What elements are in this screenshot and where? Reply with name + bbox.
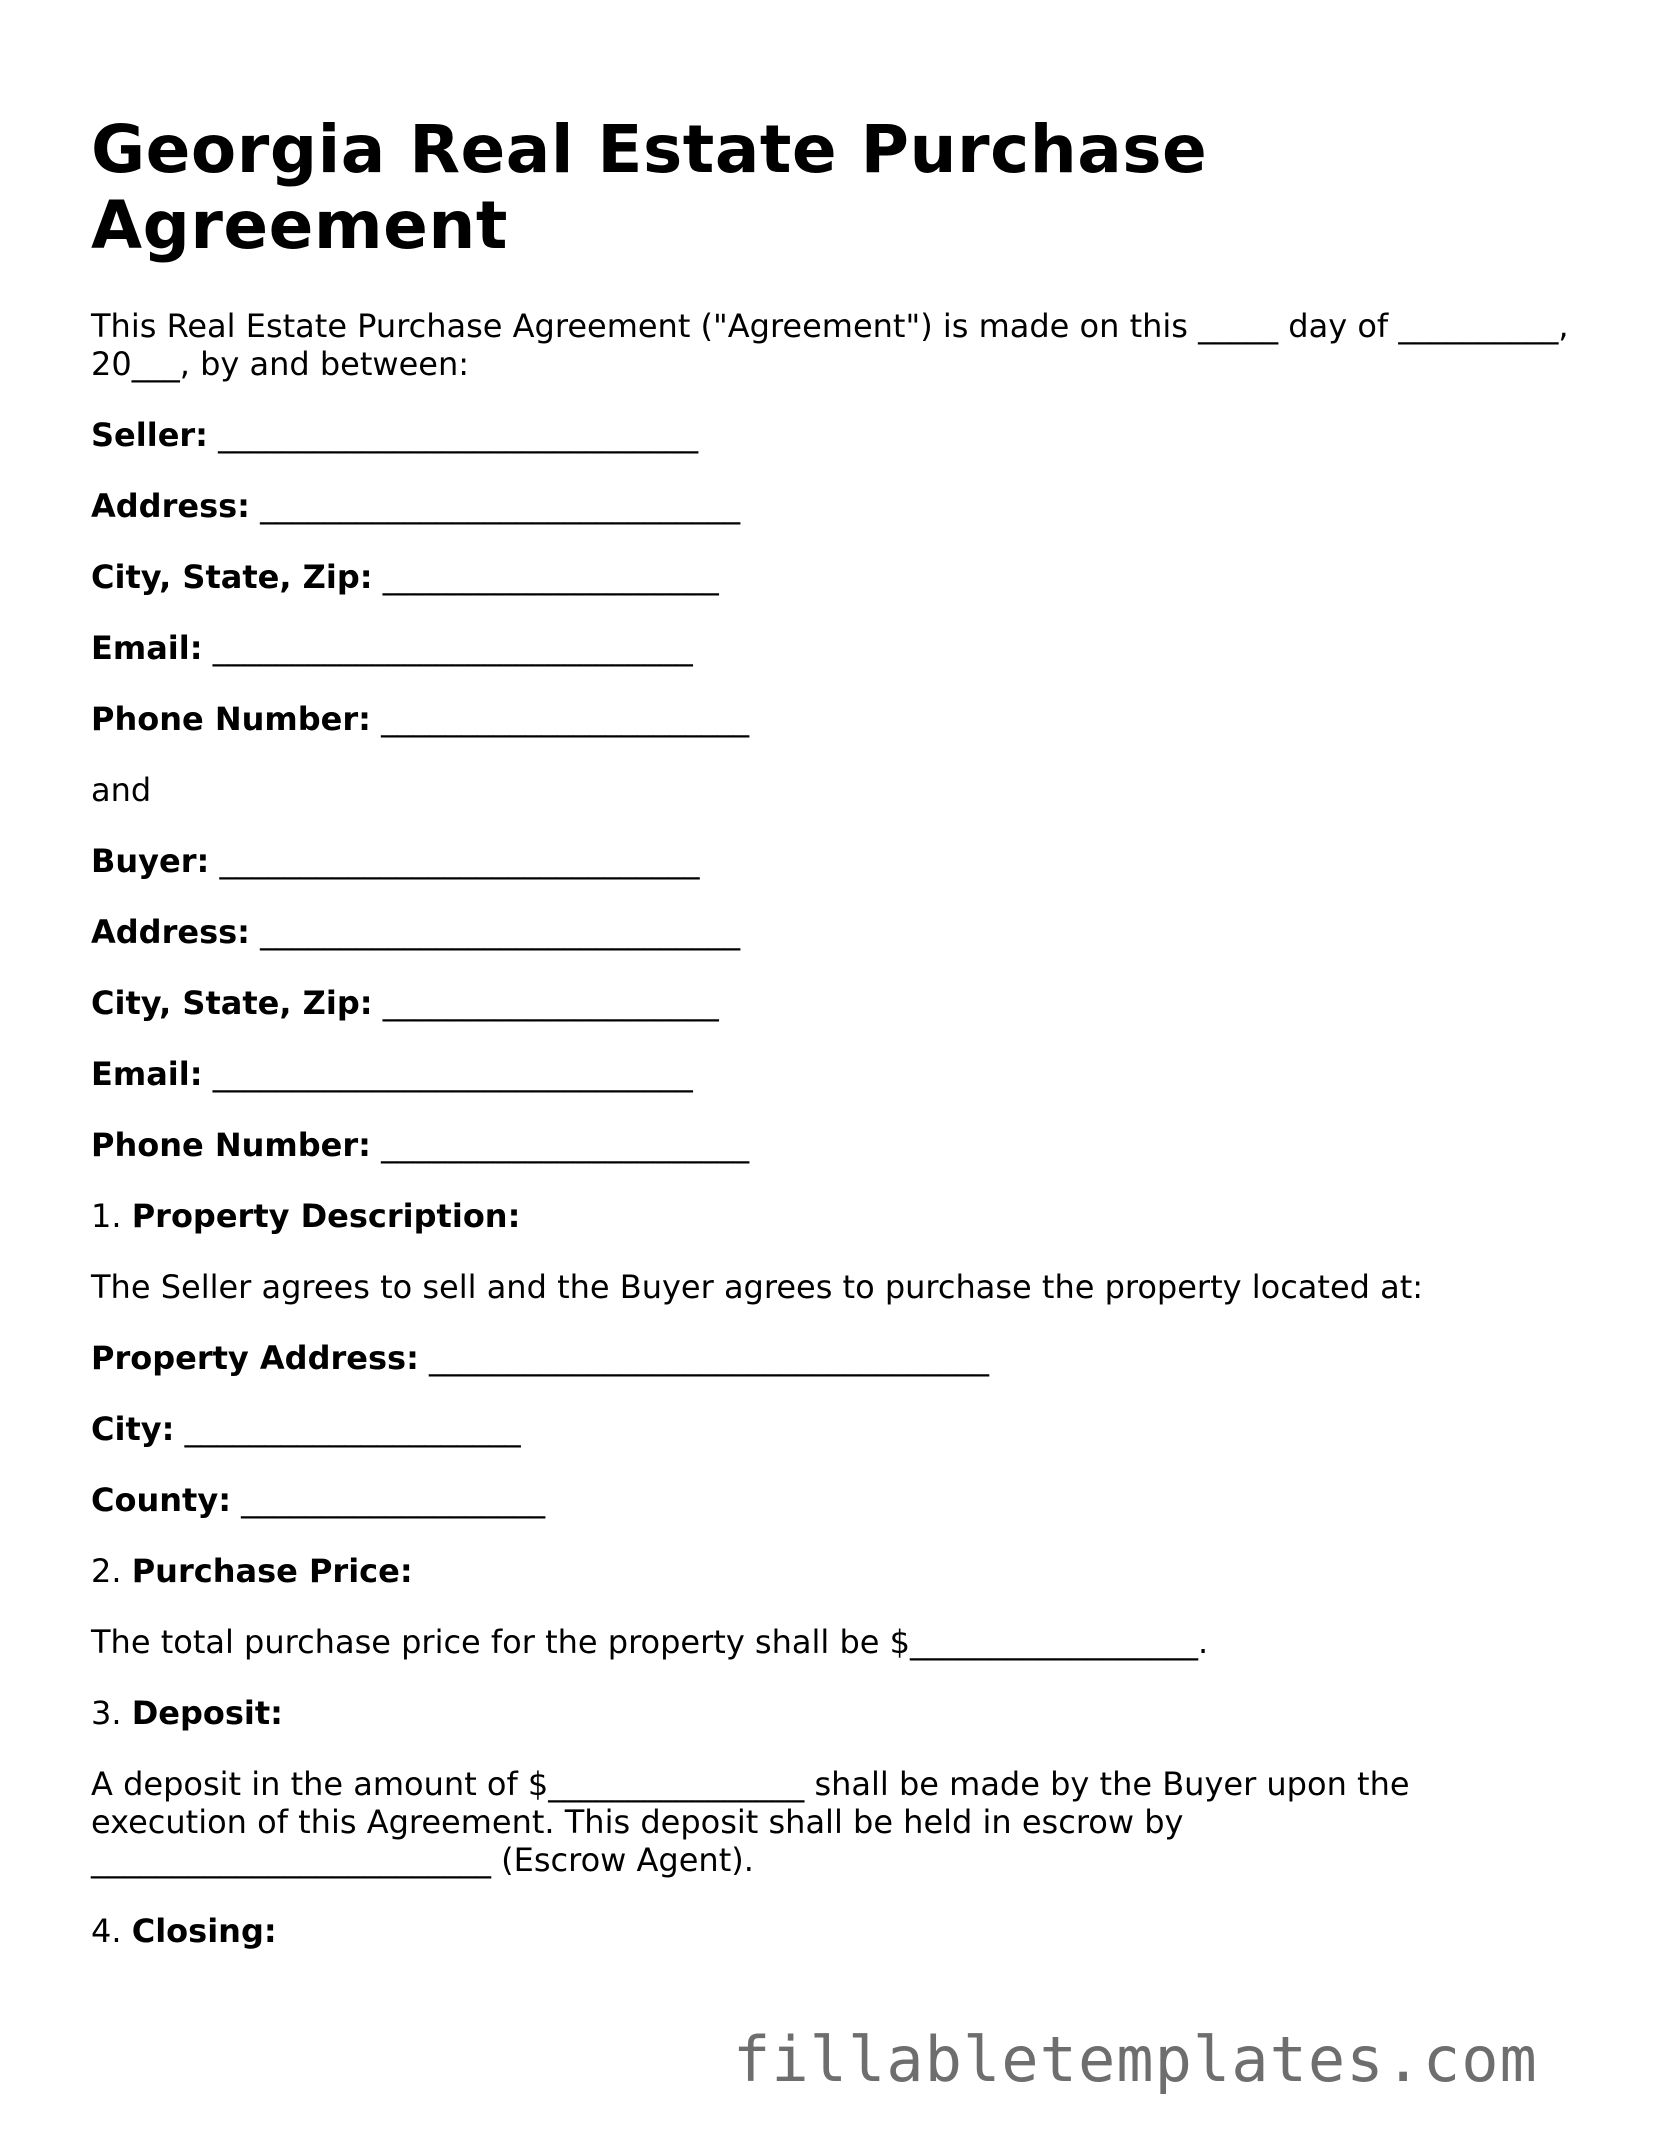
section-2-text: The total purchase price for the property shall be $__________________.: [91, 1623, 1209, 1661]
section-1-heading: [91, 1197, 1571, 1235]
buyer-name-label: Buyer:: [91, 842, 210, 880]
seller-csz-field: [91, 558, 1571, 596]
section-3-heading: [91, 1694, 1571, 1732]
watermark: fillabletemplates.com: [733, 2023, 1538, 2096]
section-3-text: A deposit in the amount of $________________ shall be made by the Buyer upon the execution of this Agreement. This deposit shall be held in escrow by _________________________ (Escrow Agent).: [91, 1765, 1420, 1879]
seller-phone-blank[interactable]: _______________________: [370, 700, 750, 738]
property-city-field: [91, 1410, 1571, 1448]
seller-phone-field: [91, 700, 1571, 738]
property-county-field: [91, 1481, 1571, 1519]
section-1-number: 1.: [91, 1197, 132, 1235]
section-2-title: Purchase Price:: [131, 1552, 413, 1590]
buyer-address-label: Address:: [91, 913, 250, 951]
section-2-number: 2.: [91, 1552, 132, 1590]
and-text: and: [91, 771, 152, 809]
section-3-number: 3.: [91, 1694, 132, 1732]
section-4-title: Closing:: [131, 1912, 277, 1950]
section-4-number: 4.: [91, 1912, 132, 1950]
seller-csz-label: City, State, Zip:: [91, 558, 373, 596]
buyer-email-blank[interactable]: ______________________________: [202, 1055, 693, 1093]
seller-email-field: [91, 629, 1571, 667]
buyer-phone-label: Phone Number:: [91, 1126, 371, 1164]
property-address-field: [91, 1339, 1571, 1377]
section-2-heading: [91, 1552, 1571, 1590]
seller-email-label: Email:: [91, 629, 203, 667]
intro-paragraph: This Real Estate Purchase Agreement ("Agreement") is made on this _____ day of __________, 20___, by and between:: [91, 307, 1579, 383]
section-4-heading: [91, 1912, 1571, 1950]
seller-email-blank[interactable]: ______________________________: [202, 629, 693, 667]
buyer-csz-blank[interactable]: _____________________: [372, 984, 719, 1022]
buyer-email-field: [91, 1055, 1571, 1093]
document-page: [91, 111, 1579, 1950]
property-address-label: Property Address:: [91, 1339, 419, 1377]
seller-csz-blank[interactable]: _____________________: [372, 558, 719, 596]
seller-address-label: Address:: [91, 487, 250, 525]
seller-name-field: [91, 416, 1571, 454]
seller-address-blank[interactable]: ______________________________: [249, 487, 741, 525]
property-city-blank[interactable]: _____________________: [174, 1410, 521, 1448]
section-3-title: Deposit:: [131, 1694, 283, 1732]
buyer-name-blank[interactable]: ______________________________: [209, 842, 700, 880]
buyer-csz-label: City, State, Zip:: [91, 984, 373, 1022]
section-1-title: Property Description:: [131, 1197, 521, 1235]
property-address-blank[interactable]: ___________________________________: [418, 1339, 990, 1377]
property-county-label: County:: [91, 1481, 231, 1519]
seller-name-label: Seller:: [91, 416, 208, 454]
buyer-address-field: [91, 913, 1571, 951]
seller-phone-label: Phone Number:: [91, 700, 371, 738]
buyer-phone-field: [91, 1126, 1571, 1164]
buyer-name-field: [91, 842, 1571, 880]
seller-address-field: [91, 487, 1571, 525]
document-title: Georgia Real Estate Purchase Agreement: [91, 111, 1208, 264]
buyer-phone-blank[interactable]: _______________________: [370, 1126, 750, 1164]
seller-name-blank[interactable]: ______________________________: [207, 416, 699, 454]
buyer-csz-field: [91, 984, 1571, 1022]
property-city-label: City:: [91, 1410, 175, 1448]
buyer-address-blank[interactable]: ______________________________: [249, 913, 741, 951]
buyer-email-label: Email:: [91, 1055, 203, 1093]
section-1-text: The Seller agrees to sell and the Buyer agrees to purchase the property located at:: [91, 1268, 1424, 1306]
property-county-blank[interactable]: ___________________: [230, 1481, 546, 1519]
